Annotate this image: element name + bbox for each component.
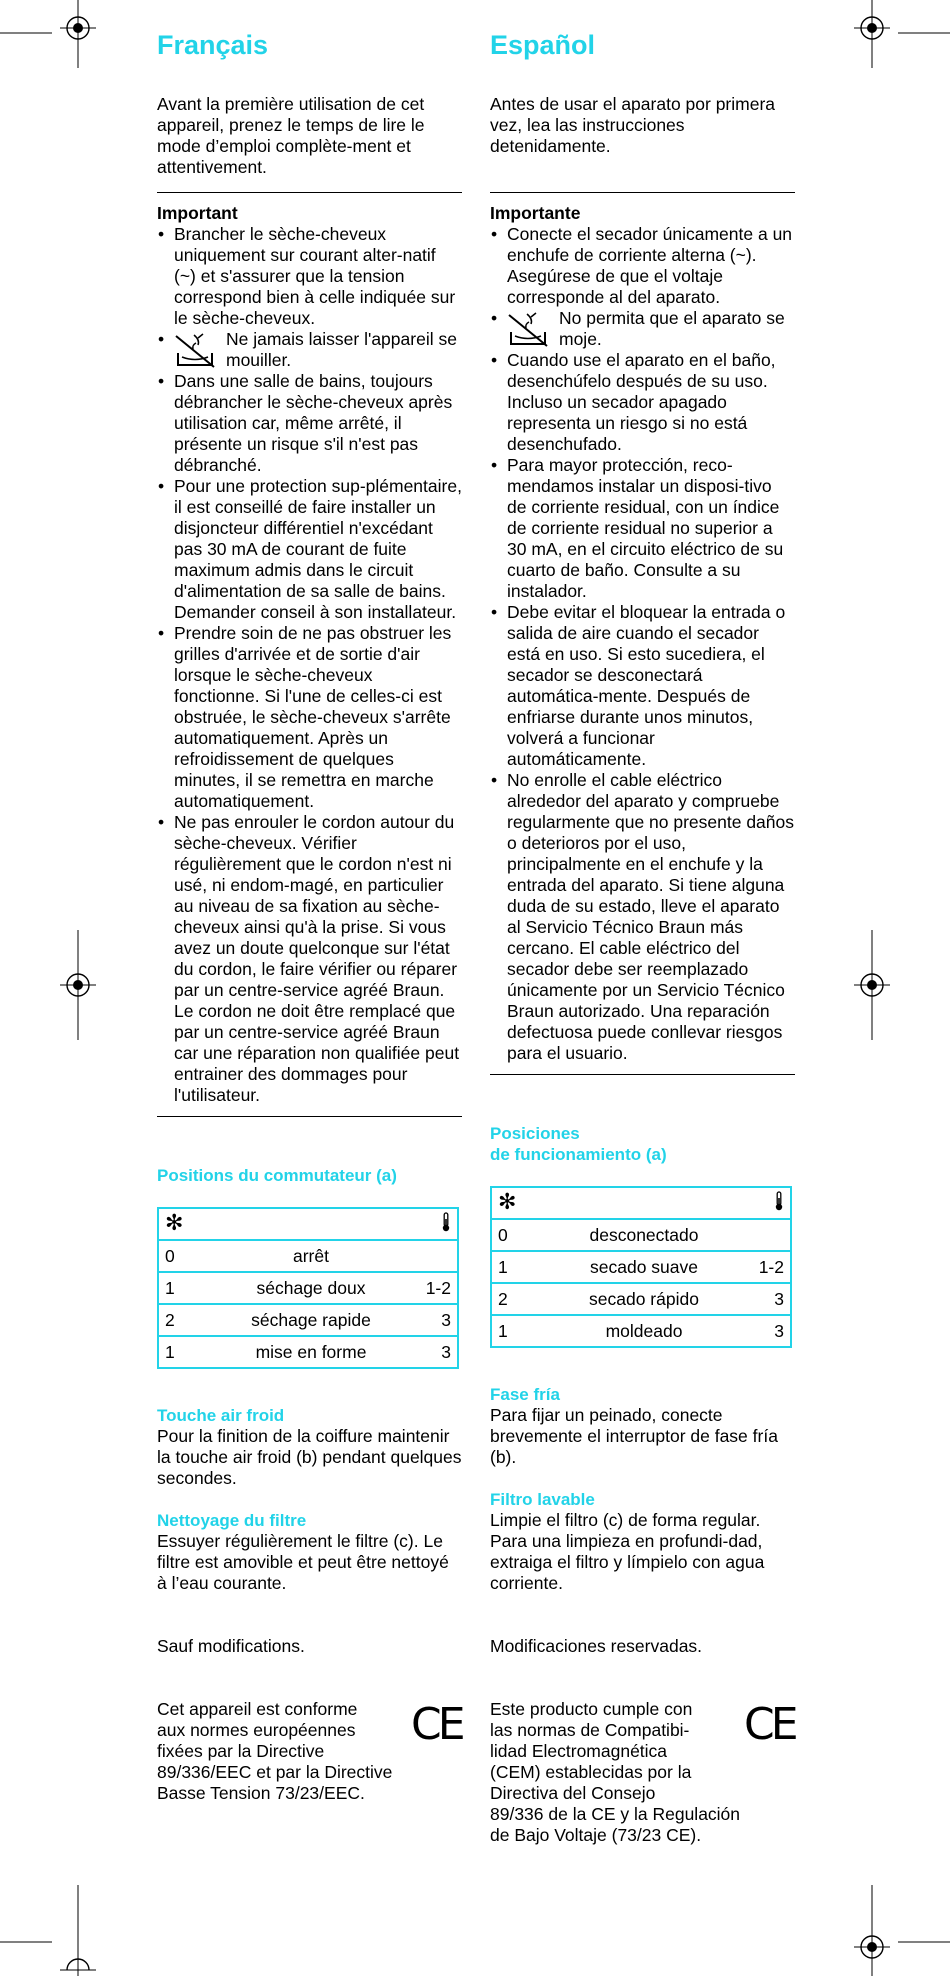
table-row: 1 secado suave 1-2 — [491, 1251, 791, 1283]
list-item: • Dans une salle de bains, toujours débrancher le sèche-cheveux après utilisation car, même arrêté, il présente un risque s'il n'est pas débranché. — [157, 371, 462, 476]
list-item: • Para mayor protección, reco-mendamos instalar un disposi-tivo de corriente residual, con un índice de corriente residual no superior a 30 mA, en el circuito eléctrico de su cuarto de baño. Consulte a su instalador. — [490, 455, 795, 602]
list-item: • Brancher le sèche-cheveux uniquement sur courant alter-natif (~) et s'assurer que la tension correspond bien à celle indiquée sur le sèche-cheveux. — [157, 224, 462, 329]
table-row: 2 secado rápido 3 — [491, 1283, 791, 1315]
list-item: • Ne jamais laisser l'appareil se mouiller. — [157, 329, 462, 371]
divider — [157, 1116, 462, 1117]
french-title: Français — [157, 30, 269, 60]
thermometer-icon — [774, 1191, 784, 1211]
spanish-filter-text: Limpie el filtro (c) de forma regular. Para una limpieza en profundi-dad, extraiga el filtro y límpielo con agua corriente. — [490, 1510, 765, 1593]
spanish-cold-text: Para fijar un peinado, conecte brevemente el interruptor de fase fría (b). — [490, 1405, 778, 1467]
french-switch-table — [157, 1207, 459, 1369]
spanish-switch-title: Posiciones de funcionamiento (a) — [490, 1124, 667, 1164]
french-important-list — [157, 224, 462, 1106]
list-item: • Cuando use el aparato en el baño, desenchúfelo después de su uso. Incluso un secador apagado representa un riesgo si no está desenchufado. — [490, 350, 795, 455]
table-row: 1 séchage doux 1-2 — [158, 1272, 458, 1304]
spanish-ce-text: Este producto cumple con las normas de Compatibi- lidad Electromagnética (CEM) establecidas por la Directiva del Consejo 89/336 de la CE y la Regulación de Bajo Voltaje (73/23 CE). — [490, 1699, 741, 1845]
spanish-cold-title: Fase fría — [490, 1385, 560, 1404]
registration-mark-middle-right — [845, 930, 895, 1040]
french-switch-title: Positions du commutateur (a) — [157, 1166, 397, 1185]
no-water-icon — [507, 310, 549, 348]
french-cold-text: Pour la finition de la coiffure maintenir la touche air froid (b) pendant quelques secondes. — [157, 1426, 462, 1488]
table-row: 0 arrêt — [158, 1240, 458, 1272]
table-header-row — [491, 1187, 791, 1219]
registration-mark-bottom-left — [0, 1885, 140, 1976]
french-ce-text: Cet appareil est conforme aux normes européennes fixées par la Directive 89/336/EEC et par la Directive Basse Tension 73/23/EEC. — [157, 1699, 393, 1803]
divider — [490, 192, 795, 193]
list-item: • Conecte el secador únicamente a un enchufe de corriente alterna (~). Asegúrese de que el voltaje corresponde al del aparato. — [490, 224, 795, 308]
registration-mark-top-left — [0, 0, 140, 70]
registration-mark-top-right — [810, 0, 950, 70]
spanish-important-title: Importante — [490, 203, 581, 223]
list-item: • Ne pas enrouler le cordon autour du sèche-cheveux. Vérifier régulièrement que le cordon n'est ni usé, ni endom-magé, en particulier au niveau de sa fixation au sèche-cheveux ainsi qu'à la prise. Si vous avez un doute quelconque sur l'état du cordon, le faire vérifier ou réparer par un centre-service agréé Braun. Le cordon ne doit être remplacé que par un centre-service agréé Braun car une réparation non qualifiée peut entrainer des dommages pour l'utilisateur. — [157, 812, 462, 1106]
divider — [490, 1074, 795, 1075]
french-ce-block — [157, 1699, 462, 1804]
french-cold-title: Touche air froid — [157, 1406, 285, 1425]
no-water-icon — [174, 331, 216, 369]
french-modifications: Sauf modifications. — [157, 1636, 305, 1656]
spanish-title: Español — [490, 30, 596, 60]
french-filter-text: Essuyer régulièrement le filtre (c). Le filtre est amovible et peut être nettoyé à l’eau courante. — [157, 1531, 449, 1593]
registration-mark-middle-left — [55, 930, 105, 1040]
spanish-column — [490, 28, 795, 1846]
fan-icon: ✻ — [165, 1210, 184, 1235]
list-item: • Prendre soin de ne pas obstruer les grilles d'arrivée et de sortie d'air lorsque le sèche-cheveux fonctionne. Si l'une de celles-ci est obstruée, le sèche-cheveux s'arrête automatiquement. Après un refroidissement de quelques minutes, il se remettra en marche automatiquement. — [157, 623, 462, 812]
table-row: 2 séchage rapide 3 — [158, 1304, 458, 1336]
french-important-title: Important — [157, 203, 238, 223]
table-row: 0 desconectado — [491, 1219, 791, 1251]
spanish-ce-block — [490, 1699, 795, 1846]
spanish-intro: Antes de usar el aparato por primera vez, lea las instrucciones detenidamente. — [490, 94, 776, 156]
registration-mark-bottom-right — [810, 1885, 950, 1976]
list-item: • No permita que el aparato se moje. — [490, 308, 795, 350]
table-row: 1 mise en forme 3 — [158, 1336, 458, 1368]
spanish-important-list — [490, 224, 795, 1064]
list-item: • Debe evitar el bloquear la entrada o salida de aire cuando el secador está en uso. Si esto sucediera, el secador se desconectará automática-mente. Después de enfriarse durante unos minutos, volverá a funcionar automáticamente. — [490, 602, 795, 770]
fan-icon: ✻ — [498, 1189, 517, 1214]
spanish-modifications: Modificaciones reservadas. — [490, 1636, 703, 1656]
table-row: 1 moldeado 3 — [491, 1315, 791, 1347]
french-intro: Avant la première utilisation de cet appareil, prenez le temps de lire le mode d’emploi complète-ment et attentivement. — [157, 94, 425, 177]
ce-mark: CE — [744, 1699, 795, 1750]
list-item: • Pour une protection sup-plémentaire, il est conseillé de faire installer un disjoncteur différentiel n'excédant pas 30 mA de courant de fuite maximum admis dans le circuit d'alimentation de sa salle de bains. Demander conseil à son installateur. — [157, 476, 462, 623]
thermometer-icon — [441, 1212, 451, 1232]
list-item: • No enrolle el cable eléctrico alrededor del aparato y compruebe regularmente que no presente daños o deterioros por el uso, principalmente en el enchufe y la entrada del aparato. Si tiene alguna duda de su estado, lleve el aparato al Servicio Técnico Braun más cercano. El cable eléctrico del secador debe ser reemplazado únicamente por un Servicio Técnico Braun autorizado. Una reparación defectuosa puede conllevar riesgos para el usuario. — [490, 770, 795, 1064]
table-header-row — [158, 1208, 458, 1240]
ce-mark: CE — [411, 1699, 462, 1750]
divider — [157, 192, 462, 193]
spanish-switch-table — [490, 1186, 792, 1348]
french-column — [157, 28, 462, 1804]
spanish-filter-title: Filtro lavable — [490, 1490, 595, 1509]
french-filter-title: Nettoyage du filtre — [157, 1511, 307, 1530]
